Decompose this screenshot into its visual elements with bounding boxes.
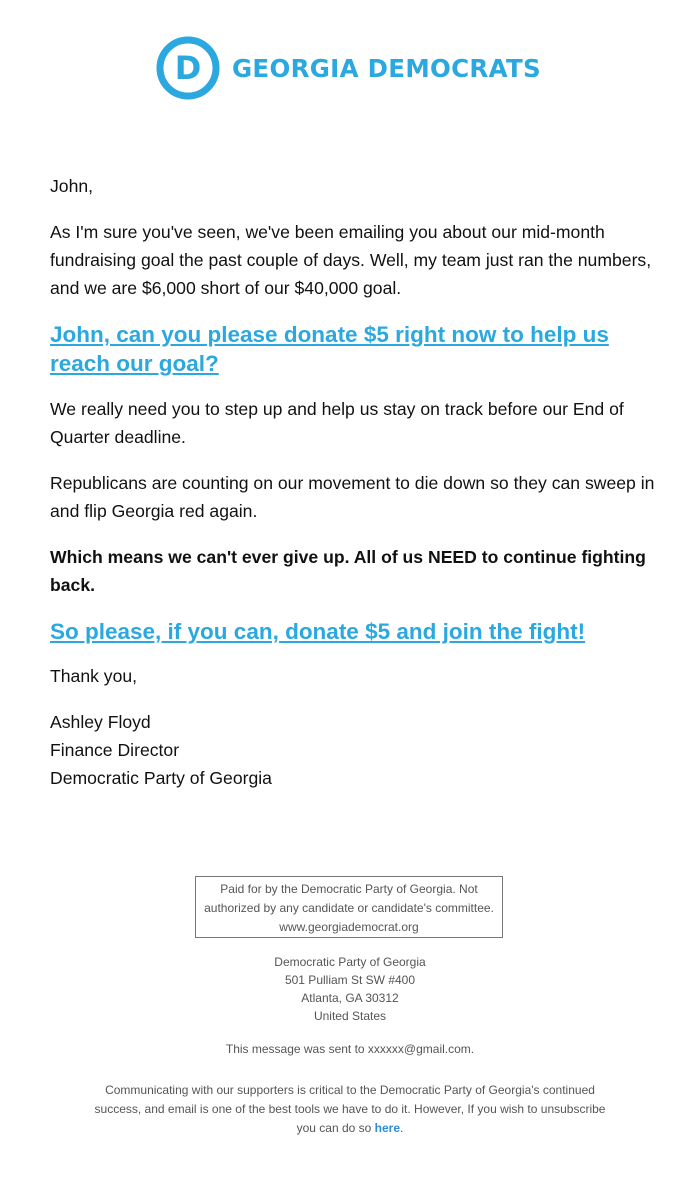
signature [50,708,660,792]
unsubscribe-text: Communicating with our supporters is critical to the Democratic Party of Georgia's continued success, and email is one of the best tools we have to do it. However, If you wish to unsubscribe you can do so [94,1083,606,1135]
republicans-paragraph: Republicans are counting on our movement to die down so they can sweep in and flip Georgia red again. [50,473,655,521]
donate-link-primary[interactable]: John, can you please donate $5 right now to help us reach our goal? [50,322,609,376]
paid-for-disclaimer [195,876,503,938]
unsubscribe-notice [90,1081,610,1138]
email-body [50,172,660,810]
signature-org: Democratic Party of Georgia [50,768,272,788]
logo-letter: D [174,49,202,87]
unsubscribe-link[interactable]: here [374,1121,401,1135]
paid-line-1: Paid for by the Democratic Party of Georgia. Not [220,882,478,896]
signature-title: Finance Director [50,740,180,760]
greeting: John, [50,176,94,196]
address-org: Democratic Party of Georgia [274,955,426,969]
sent-to-notice: This message was sent to xxxxxx@gmail.com. [225,1042,475,1056]
address-country: United States [313,1009,387,1023]
paid-line-3: www.georgiademocrat.org [279,920,419,934]
address-street: 501 Pulliam St SW #400 [284,973,416,987]
closing: Thank you, [50,666,138,686]
intro-paragraph: As I'm sure you've seen, we've been emailing you about our mid-month fundraising goal the past couple of days. Well, my team just ran the numbers, and we are $6,000 short of our $40,000 goal. [50,222,652,298]
donate-link-secondary[interactable]: So please, if you can, donate $5 and join the fight! [50,619,586,644]
mailing-address [0,953,700,1025]
emphasis-paragraph: Which means we can't ever give up. All of us NEED to continue fighting back. [50,547,646,595]
democrat-d-logo-icon [156,36,220,100]
unsubscribe-end: . [400,1121,404,1135]
step-up-paragraph: We really need you to step up and help us stay on track before our End of Quarter deadline. [50,399,624,447]
address-city: Atlanta, GA 30312 [301,991,399,1005]
paid-line-2: authorized by any candidate or candidate's committee. [204,901,494,915]
signature-name: Ashley Floyd [50,712,151,732]
brand-logo[interactable] [156,34,541,102]
brand-name: GEORGIA DEMOCRATS [232,53,541,83]
